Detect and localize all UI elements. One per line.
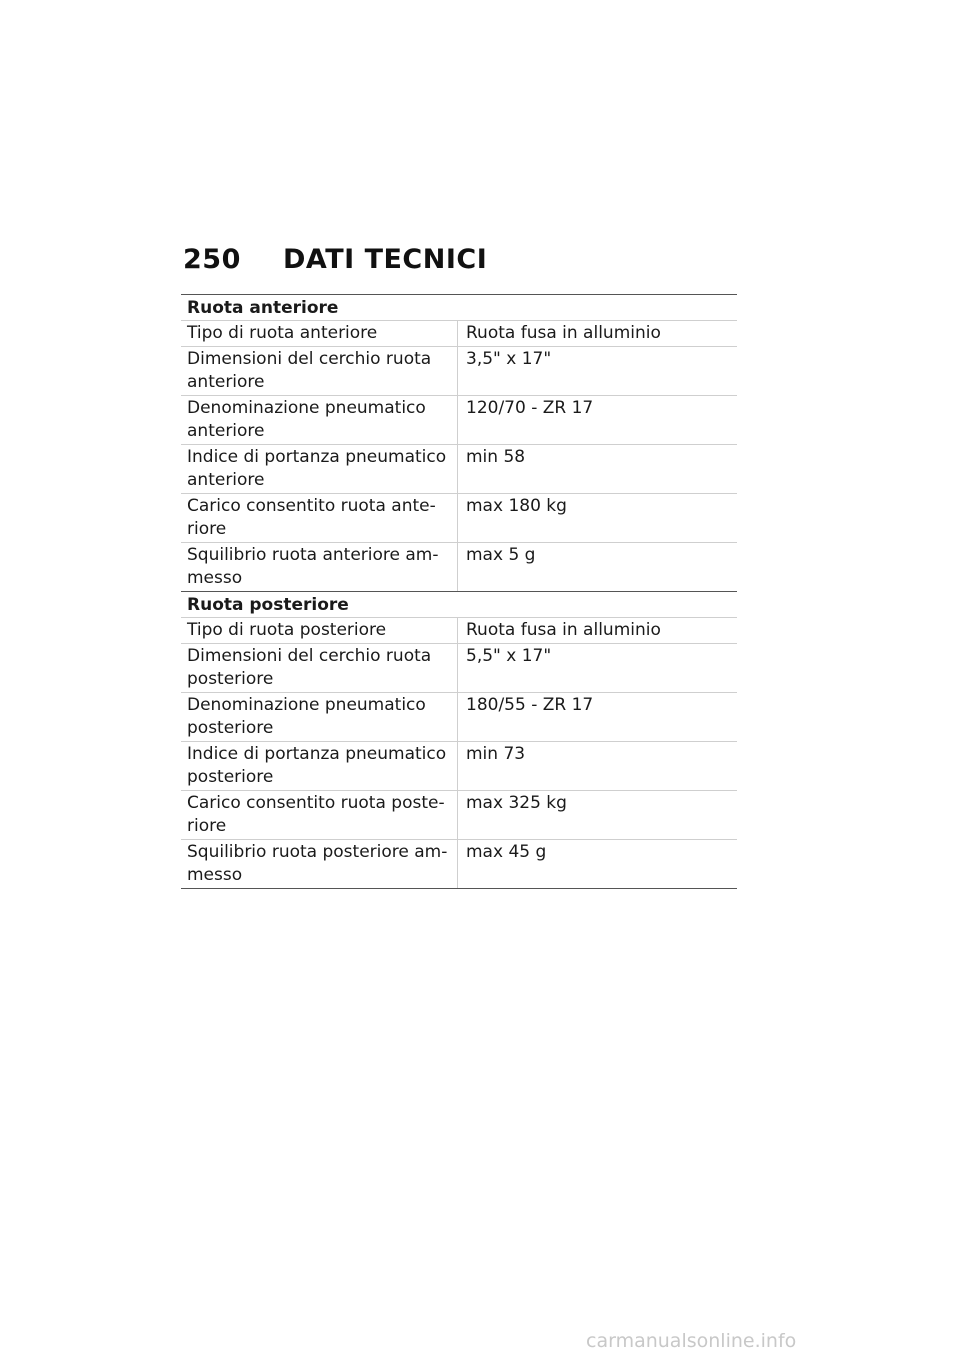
spec-label: Indice di portanza pneumatico anteriore: [181, 445, 458, 493]
spec-value: 3,5" x 17": [466, 349, 552, 369]
table-row: [181, 840, 737, 889]
spec-value: Ruota fusa in alluminio: [466, 620, 661, 640]
table-row: [181, 543, 737, 592]
spec-label: Carico consentito ruota poste-riore: [181, 791, 458, 839]
section-heading-front-wheel: Ruota anteriore: [181, 295, 737, 321]
table-row: [181, 494, 737, 543]
spec-label: Denominazione pneumatico anteriore: [181, 396, 458, 444]
spec-value: max 45 g: [466, 842, 547, 862]
spec-value: 5,5" x 17": [466, 646, 552, 666]
spec-value: max 180 kg: [466, 496, 567, 516]
table-row: [181, 396, 737, 445]
watermark-text: carmanualsonline.info: [586, 1330, 797, 1352]
spec-value: min 73: [466, 744, 526, 764]
spec-label: Tipo di ruota posteriore: [181, 618, 458, 643]
spec-value: Ruota fusa in alluminio: [466, 323, 661, 343]
section-heading-rear-wheel: Ruota posteriore: [181, 592, 737, 618]
spec-label: Squilibrio ruota posteriore am-messo: [181, 840, 458, 888]
spec-label: Dimensioni del cerchio ruota anteriore: [181, 347, 458, 395]
spec-table: [181, 294, 737, 889]
table-row: [181, 347, 737, 396]
spec-value: min 58: [466, 447, 526, 467]
page-title: DATI TECNICI: [283, 244, 488, 275]
spec-label: Denominazione pneumatico posteriore: [181, 693, 458, 741]
table-row: [181, 742, 737, 791]
spec-label: Squilibrio ruota anteriore am-messo: [181, 543, 458, 591]
spec-value: max 5 g: [466, 545, 536, 565]
table-row: [181, 321, 737, 347]
spec-label: Carico consentito ruota ante-riore: [181, 494, 458, 542]
page-header: [183, 244, 487, 275]
spec-value: 120/70 - ZR 17: [466, 398, 594, 418]
spec-value: 180/55 - ZR 17: [466, 695, 594, 715]
table-row: [181, 445, 737, 494]
table-row: [181, 791, 737, 840]
table-row: [181, 644, 737, 693]
spec-label: Tipo di ruota anteriore: [181, 321, 458, 346]
spec-label: Dimensioni del cerchio ruota posteriore: [181, 644, 458, 692]
spec-label: Indice di portanza pneumatico posteriore: [181, 742, 458, 790]
table-row: [181, 618, 737, 644]
spec-value: max 325 kg: [466, 793, 567, 813]
table-row: [181, 693, 737, 742]
page-number: 250: [183, 244, 241, 275]
